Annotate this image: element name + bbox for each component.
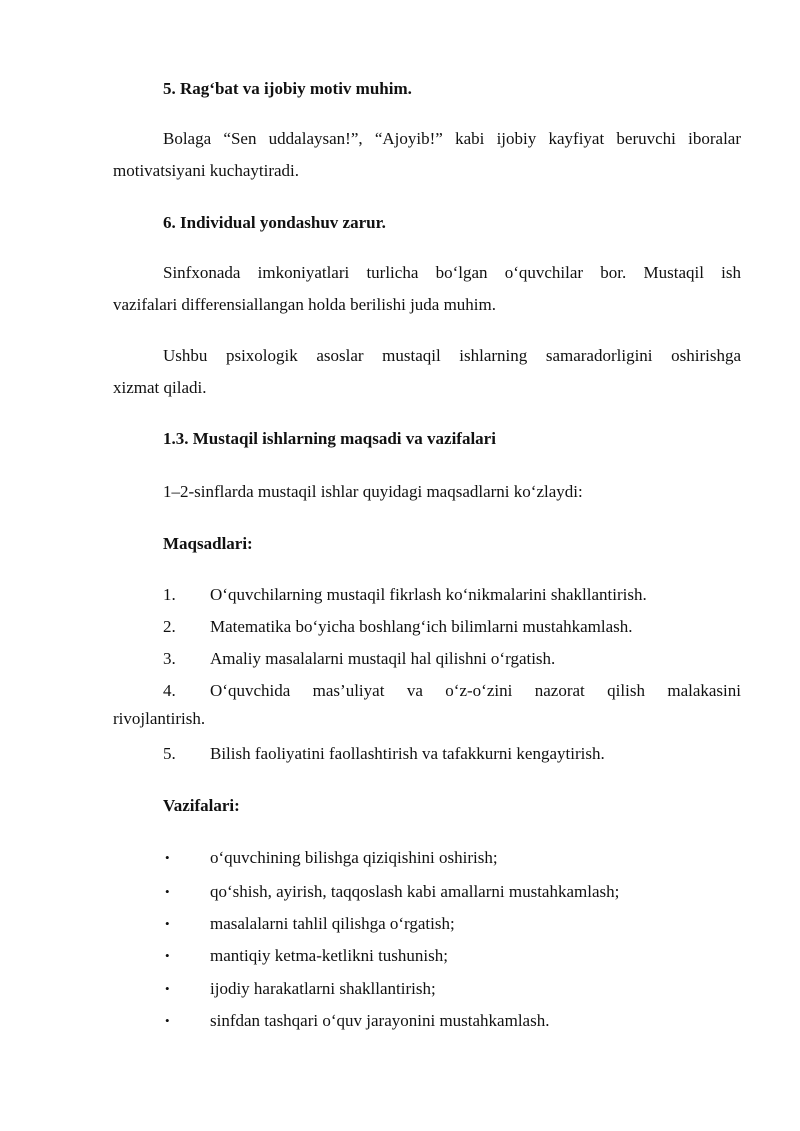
goal-number: 1. [163, 585, 176, 604]
goal-number: 5. [163, 744, 176, 763]
section-6-paragraph-2-line-2: xizmat qiladi. [113, 378, 207, 397]
task-item-text: masalalarni tahlil qilishga o‘rgatish; [210, 914, 455, 933]
goal-number: 2. [163, 617, 176, 636]
goal-item-text: O‘quvchilarning mustaqil fikrlash ko‘nikmalarini shakllantirish. [210, 585, 647, 604]
goal-item-continuation: rivojlantirish. [113, 709, 206, 728]
goals-heading: Maqsadlari: [163, 534, 253, 553]
section-6-paragraph-2-line-1: Ushbu psixologik asoslar mustaqil ishlarning samaradorligini oshirishga [163, 346, 741, 365]
tasks-heading: Vazifalari: [163, 796, 240, 815]
bullet-icon: • [165, 916, 170, 931]
goal-number: 3. [163, 649, 176, 668]
bullet-icon: • [165, 948, 170, 963]
section-5-heading: 5. Rag‘bat va ijobiy motiv muhim. [163, 79, 412, 98]
task-item-text: mantiqiy ketma-ketlikni tushunish; [210, 946, 448, 965]
task-item-text: sinfdan tashqari o‘quv jarayonini mustahkamlash. [210, 1011, 550, 1030]
goal-item-text: Amaliy masalalarni mustaqil hal qilishni o‘rgatish. [210, 649, 556, 668]
bullet-icon: • [165, 981, 170, 996]
section-5-paragraph-line-2: motivatsiyani kuchaytiradi. [113, 161, 300, 180]
task-item-text: ijodiy harakatlarni shakllantirish; [210, 979, 436, 998]
section-1-3-heading: 1.3. Mustaqil ishlarning maqsadi va vazifalari [163, 429, 496, 448]
section-5-paragraph-line-1: Bolaga “Sen uddalaysan!”, “Ajoyib!” kabi ijobiy kayfiyat beruvchi iboralar [163, 129, 741, 148]
bullet-icon: • [165, 850, 170, 865]
section-6-paragraph-1-line-2: vazifalari differensiallangan holda berilishi juda muhim. [113, 295, 497, 314]
bullet-icon: • [165, 1013, 170, 1028]
section-6-heading: 6. Individual yondashuv zarur. [163, 213, 386, 232]
section-6-paragraph-1-line-1: Sinfxonada imkoniyatlari turlicha bo‘lgan o‘quvchilar bor. Mustaqil ish [163, 263, 741, 282]
task-item-text: o‘quvchining bilishga qiziqishini oshirish; [210, 848, 498, 867]
goal-item-text: O‘quvchida mas’uliyat va o‘z-o‘zini nazorat qilish malakasini [210, 681, 741, 700]
goal-number: 4. [163, 681, 176, 700]
goal-item-text: Bilish faoliyatini faollashtirish va tafakkurni kengaytirish. [210, 744, 605, 763]
bullet-icon: • [165, 884, 170, 899]
task-item-text: qo‘shish, ayirish, taqqoslash kabi amallarni mustahkamlash; [210, 882, 620, 901]
section-1-3-intro: 1–2-sinflarda mustaqil ishlar quyidagi maqsadlarni ko‘zlaydi: [163, 482, 583, 501]
goal-item-text: Matematika bo‘yicha boshlang‘ich bilimlarni mustahkamlash. [210, 617, 633, 636]
